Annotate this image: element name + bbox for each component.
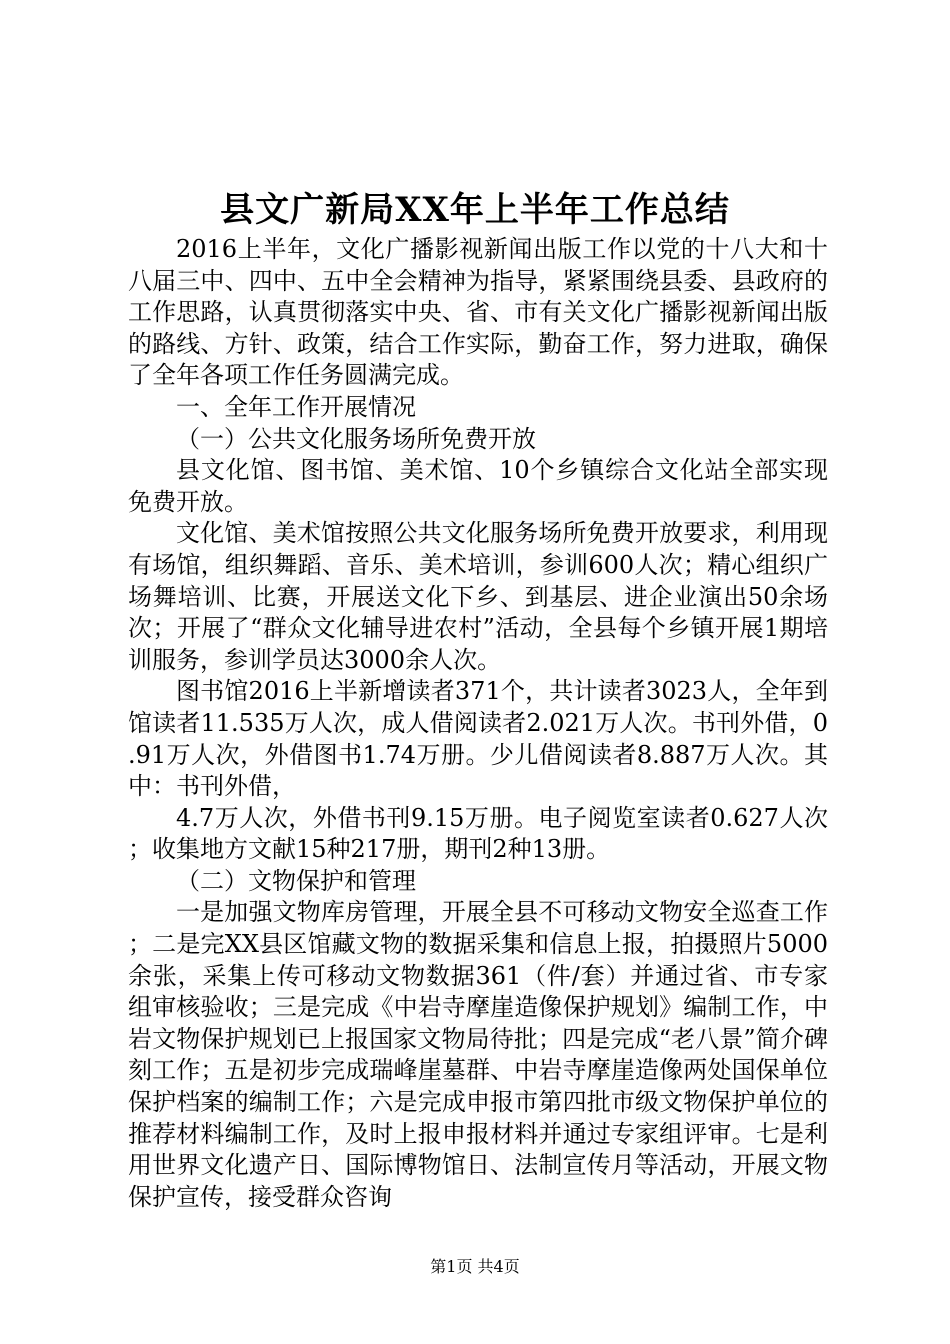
paragraph-heritage: 一是加强文物库房管理，开展全县不可移动文物安全巡查工作；二是完XX县区馆藏文物的数据采集和信息上报，拍摄照片5000余张，采集上传可移动文物数据361（件/套）并通过省、市专家组审核验收；三是完成《中岩寺摩崖造像保护规划》编制工作，中岩文物保护规划已上报国家文物局待批；四是完成“老八景”简介碑刻工作；五是初步完成瑞峰崖墓群、中岩寺摩崖造像两处国保单位保护档案的编制工作；六是完成申报市第四批市级文物保护单位的推荐材料编制工作，及时上报申报材料并通过专家组评审。七是利用世界文化遗产日、国际博物馆日、法制宣传月等活动，开展文物保护宣传，接受群众咨询 bbox=[128, 898, 828, 1211]
document-title: 县文广新局XX年上半年工作总结 bbox=[220, 190, 730, 230]
document-body bbox=[128, 234, 828, 1213]
paragraph-library: 图书馆2016上半新增读者371个，共计读者3023人，全年到馆读者11.535万人次，成人借阅读者2.021万人次。书刊外借，0.91万人次，外借图书1.74万册。少儿借阅读者8.887万人次。其中：书刊外借， bbox=[128, 677, 828, 801]
paragraph-intro: 2016上半年，文化广播影视新闻出版工作以党的十八大和十八届三中、四中、五中全会精神为指导，紧紧围绕县委、县政府的工作思路，认真贯彻落实中央、省、市有关文化广播影视新闻出版的路线、方针、政策，结合工作实际，勤奋工作，努力进取，确保了全年各项工作任务圆满完成。 bbox=[128, 235, 828, 390]
page-footer: 第1页 共4页 bbox=[430, 1257, 520, 1276]
paragraph-library-continued: 4.7万人次，外借书刊9.15万册。电子阅览室读者0.627人次；收集地方文献15种217册，期刊2种13册。 bbox=[128, 803, 828, 864]
paragraph-free-access: 县文化馆、图书馆、美术馆、10个乡镇综合文化站全部实现免费开放。 bbox=[128, 456, 828, 516]
section-heading-1: 一、全年工作开展情况 bbox=[176, 392, 416, 421]
subsection-heading-1: （一）公共文化服务场所免费开放 bbox=[176, 424, 536, 453]
subsection-heading-2: （二）文物保护和管理 bbox=[176, 866, 416, 895]
paragraph-cultural-center: 文化馆、美术馆按照公共文化服务场所免费开放要求，利用现有场馆，组织舞蹈、音乐、美术培训，参训600人次；精心组织广场舞培训、比赛，开展送文化下乡、到基层、进企业演出50余场次；开展了“群众文化辅导进农村”活动，全县每个乡镇开展1期培训服务，参训学员达3000余人次。 bbox=[128, 519, 828, 674]
